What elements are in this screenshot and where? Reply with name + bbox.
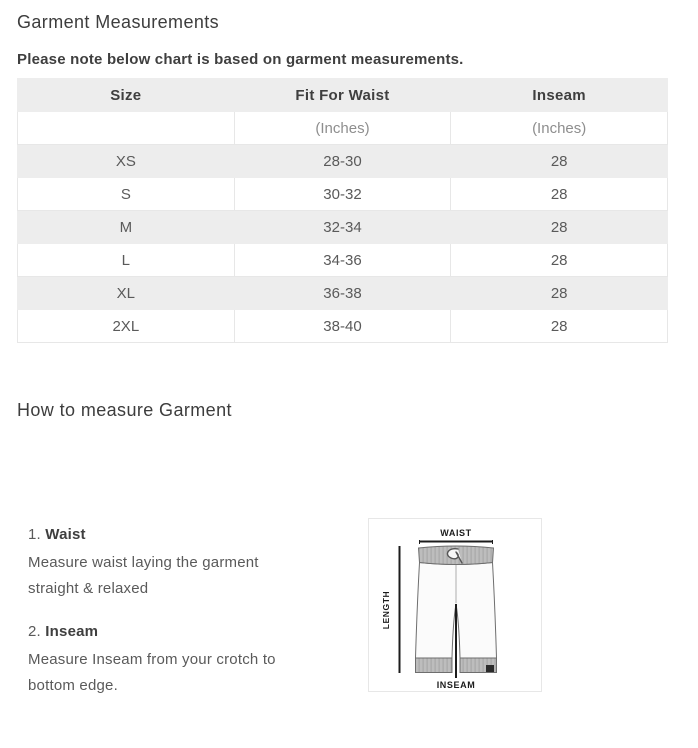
length-label: LENGTH [381, 590, 391, 630]
column-header-size: Size [18, 79, 235, 112]
step-number: 2. [28, 623, 41, 640]
how-to-measure-section [17, 400, 668, 710]
column-header-waist: Fit For Waist [234, 79, 451, 112]
inseam-cell: 28 [451, 277, 668, 310]
size-cell: XS [18, 145, 235, 178]
inseam-cell: 28 [451, 211, 668, 244]
size-cell: S [18, 178, 235, 211]
table-row [18, 211, 668, 244]
table-row [18, 310, 668, 343]
waist-measure-line [419, 540, 493, 544]
step-description-waist: Measure waist laying the garment straight & relaxed [28, 554, 259, 597]
units-inseam-cell: (Inches) [451, 112, 668, 145]
size-cell: 2XL [18, 310, 235, 343]
waist-cell: 36-38 [234, 277, 451, 310]
step-number: 1. [28, 526, 41, 543]
size-cell: M [18, 211, 235, 244]
garment-diagram [368, 518, 542, 692]
step-label: Waist [45, 526, 86, 543]
table-row [18, 178, 668, 211]
step-label: Inseam [45, 623, 99, 640]
pants-measurement-diagram-svg [369, 519, 541, 691]
column-header-inseam: Inseam [451, 79, 668, 112]
page-title: Garment Measurements [17, 12, 220, 32]
inseam-cell: 28 [451, 145, 668, 178]
waist-cell: 30-32 [234, 178, 451, 211]
units-waist-cell: (Inches) [234, 112, 451, 145]
size-chart-table [17, 78, 668, 343]
step-description-inseam: Measure Inseam from your crotch to bottom edge. [28, 651, 276, 694]
section-title: How to measure Garment [17, 400, 232, 420]
inseam-cell: 28 [451, 244, 668, 277]
units-size-cell [18, 112, 235, 145]
table-row [18, 244, 668, 277]
table-header-row [18, 79, 668, 112]
measure-instructions [28, 526, 328, 720]
note-text: Please note below chart is based on garment measurements. [17, 51, 464, 68]
inseam-label: INSEAM [436, 680, 476, 690]
inseam-cell: 28 [451, 178, 668, 211]
waist-label: WAIST [440, 528, 472, 538]
inseam-cell: 28 [451, 310, 668, 343]
step-title-waist [28, 526, 328, 543]
table-row [18, 277, 668, 310]
brand-tag [486, 665, 494, 672]
waist-cell: 28-30 [234, 145, 451, 178]
step-title-inseam [28, 623, 328, 640]
units-row [18, 112, 668, 145]
left-cuff [416, 658, 453, 673]
size-cell: L [18, 244, 235, 277]
size-cell: XL [18, 277, 235, 310]
waist-cell: 32-34 [234, 211, 451, 244]
waist-cell: 38-40 [234, 310, 451, 343]
waist-cell: 34-36 [234, 244, 451, 277]
table-row [18, 145, 668, 178]
